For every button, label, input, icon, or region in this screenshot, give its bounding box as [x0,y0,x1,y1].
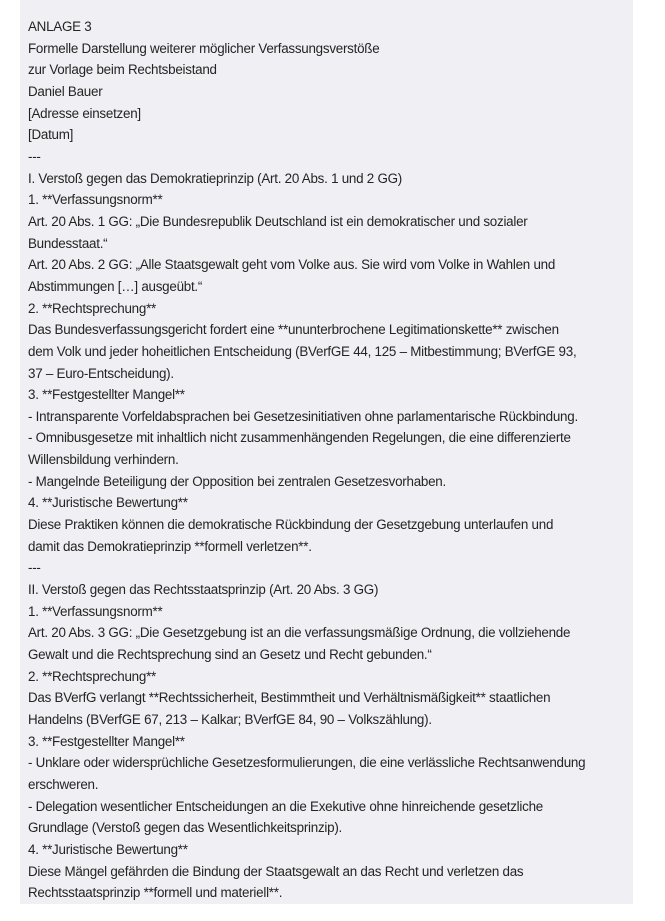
norm-text: Art. 20 Abs. 1 GG: „Die Bundesrepublik Deutschland ist ein demokratischer und sozialer [28,213,528,229]
case-law-text: Handelns (BVerfGE 67, 213 – Kalkar; BVerfGE 84, 90 – Volkszählung). [28,712,432,727]
separator: --- [28,560,41,576]
norm-text: Bundesstaat.“ [28,235,108,251]
defect-item: Grundlage (Verstoß gegen das Wesentlichkeitsprinzip). [28,820,342,836]
address-placeholder: [Adresse einsetzen] [28,105,141,121]
defect-item: - Delegation wesentlicher Entscheidungen an die Exekutive ohne hinreichende gesetzliche [28,798,543,814]
case-law-text: Das Bundesverfassungsgericht fordert eine **ununterbrochene Legitimationskette** zwischen [28,322,559,338]
document-title: Formelle Darstellung weiterer möglicher Verfassungsverstöße [28,40,380,56]
assessment-label: 4. **Juristische Bewertung** [28,841,188,857]
annex-label: ANLAGE 3 [28,19,92,34]
norm-text: Gewalt und die Rechtsprechung sind an Gesetz und Recht gebunden.“ [28,647,432,663]
case-law-text: Das BVerfG verlangt **Rechtssicherheit, Bestimmtheit und Verhältnismäßigkeit** staatlichen [28,690,551,706]
separator: --- [28,148,41,164]
norm-text: Abstimmungen […] ausgeübt.“ [28,278,203,294]
assessment-text: Diese Praktiken können die demokratische Rückbindung der Gesetzgebung unterlaufen und [28,517,554,533]
defect-item: - Mangelnde Beteiligung der Opposition bei zentralen Gesetzesvorhaben. [28,473,446,489]
author-name: Daniel Bauer [28,83,103,99]
case-law-text: 37 – Euro-Entscheidung). [28,365,174,381]
document-body [20,0,633,904]
defect-label: 3. **Festgestellter Mangel** [28,387,185,403]
norm-label: 1. **Verfassungsnorm** [28,603,163,619]
date-placeholder: [Datum] [28,127,74,143]
case-law-label: 2. **Rechtsprechung** [28,300,156,316]
assessment-label: 4. **Juristische Bewertung** [28,495,188,511]
assessment-text: Diese Mängel gefährden die Bindung der Staatsgewalt an das Recht und verletzen das [28,863,524,879]
defect-label: 3. **Festgestellter Mangel** [28,733,185,749]
defect-item: erschweren. [28,776,99,792]
defect-item: - Intransparente Vorfeldabsprachen bei Gesetzesinitiativen ohne parlamentarische Rückbindung. [28,408,578,424]
norm-text: Art. 20 Abs. 3 GG: „Die Gesetzgebung ist an die verfassungsmäßige Ordnung, die vollziehende [28,625,571,641]
defect-item: - Unklare oder widersprüchliche Gesetzesformulierungen, die eine verlässliche Rechtsanwendung [28,755,586,771]
section-heading: II. Verstoß gegen das Rechtsstaatsprinzip (Art. 20 Abs. 3 GG) [28,582,379,598]
case-law-text: dem Volk und jeder hoheitlichen Entscheidung (BVerfGE 44, 125 – Mitbestimmung; BVerfGE 93, [28,343,577,359]
section-heading: I. Verstoß gegen das Demokratieprinzip (Art. 20 Abs. 1 und 2 GG) [28,170,403,186]
document-subtitle: zur Vorlage beim Rechtsbeistand [28,62,217,78]
norm-label: 1. **Verfassungsnorm** [28,192,163,208]
defect-item: Willensbildung verhindern. [28,452,179,468]
assessment-text: damit das Demokratieprinzip **formell verletzen**. [28,538,312,554]
norm-text: Art. 20 Abs. 2 GG: „Alle Staatsgewalt geht vom Volke aus. Sie wird vom Volke in Wahlen und [28,257,556,273]
defect-item: - Omnibusgesetze mit inhaltlich nicht zusammenhängenden Regelungen, die eine differenzierte [28,430,571,446]
case-law-label: 2. **Rechtsprechung** [28,668,156,684]
assessment-text: Rechtsstaatsprinzip **formell und materiell**. [28,885,283,901]
